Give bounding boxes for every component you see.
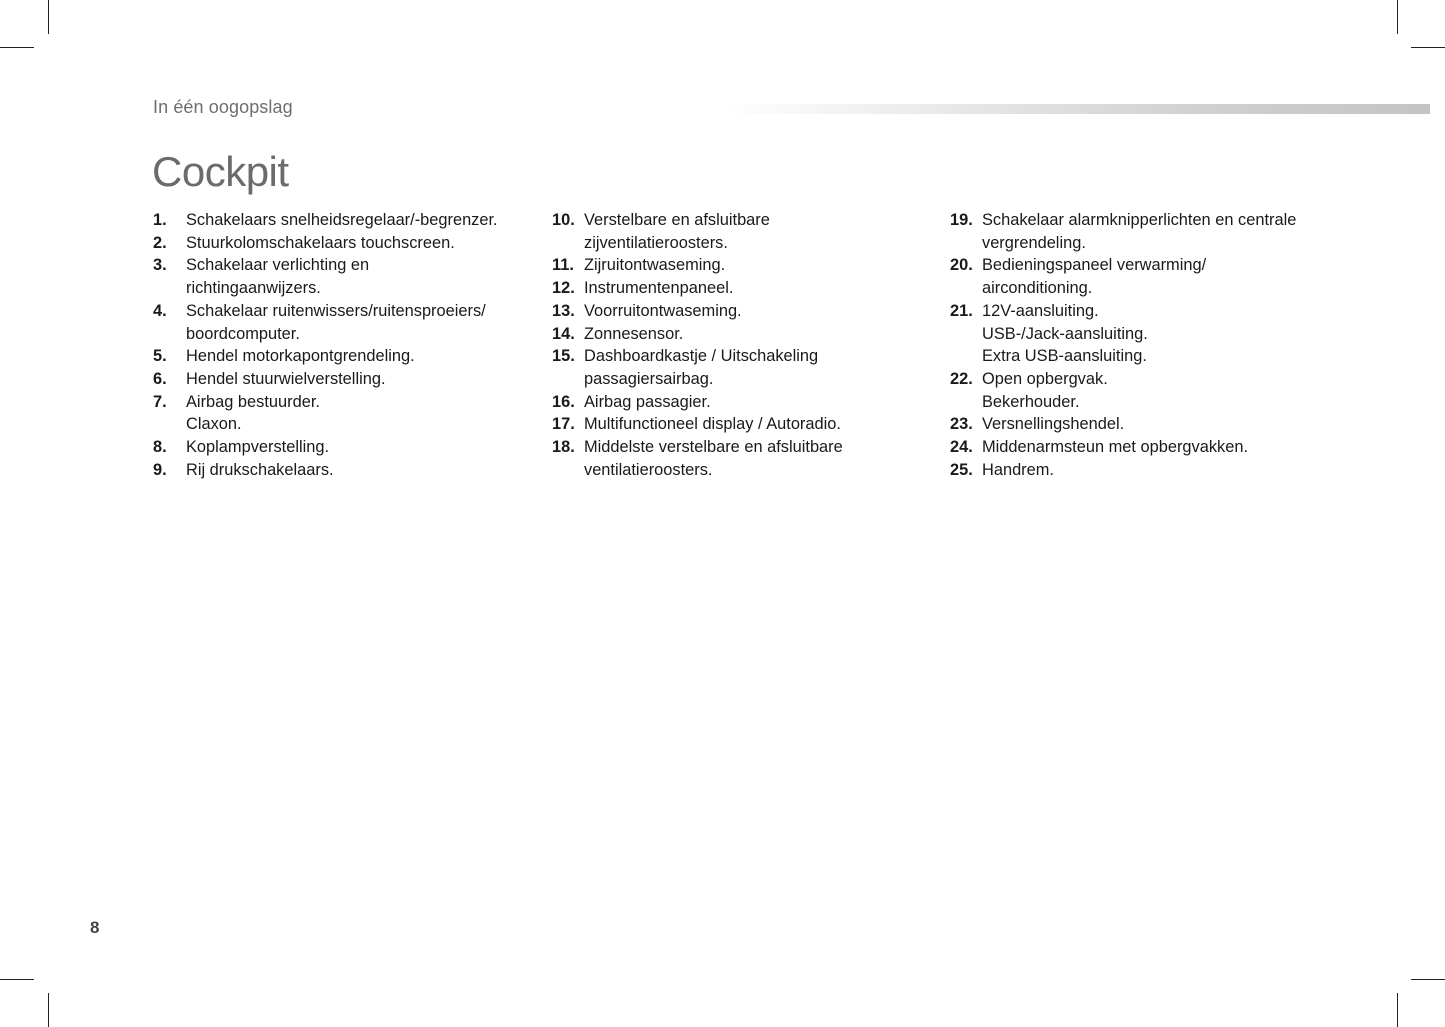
- legend-item-line: Handrem.: [982, 460, 1054, 479]
- crop-mark-top-right-h: [1411, 47, 1445, 48]
- legend-item: [552, 277, 932, 300]
- legend-item-number: 21.: [950, 301, 973, 320]
- legend-item: [552, 391, 932, 414]
- legend-item: [950, 459, 1350, 482]
- legend-item-number: 25.: [950, 460, 973, 479]
- legend-item-line: Bekerhouder.: [982, 392, 1080, 411]
- legend-item-line: passagiersairbag.: [584, 369, 714, 388]
- legend-item-line: Middelste verstelbare en afsluitbare: [584, 438, 843, 457]
- crop-mark-bottom-right-v: [1397, 993, 1398, 1027]
- legend-item-text: [584, 413, 932, 436]
- legend-item: [552, 413, 932, 436]
- legend-item-text: [186, 300, 533, 345]
- legend-item-number: 24.: [950, 438, 973, 457]
- legend-item: [153, 436, 533, 459]
- crop-mark-bottom-left-v: [48, 993, 49, 1027]
- legend-item-number: 5.: [153, 347, 167, 366]
- legend-item-line: Middenarmsteun met opbergvakken.: [982, 438, 1249, 457]
- legend-item-number: 10.: [552, 211, 575, 229]
- legend-item: [153, 209, 533, 232]
- legend-item-text: [186, 232, 533, 255]
- legend-item-line: USB-/Jack-aansluiting.: [982, 324, 1148, 343]
- legend-item-number: 22.: [950, 369, 973, 388]
- legend-item-number: 1.: [153, 211, 167, 229]
- legend-item-line: Rij drukschakelaars.: [186, 460, 334, 479]
- legend-column-3: [950, 209, 1350, 481]
- legend-item: [552, 254, 932, 277]
- legend-item-line: Instrumentenpaneel.: [584, 279, 734, 298]
- legend-item-text: [584, 300, 932, 323]
- legend-item-number: 8.: [153, 438, 167, 457]
- legend-item-line: Dashboardkastje / Uitschakeling: [584, 347, 819, 366]
- legend-item: [153, 232, 533, 255]
- legend-item-line: airconditioning.: [982, 279, 1093, 298]
- legend-item: [950, 209, 1350, 254]
- legend-item-line: Voorruitontwaseming.: [584, 301, 742, 320]
- legend-item-number: 3.: [153, 256, 167, 275]
- legend-item-text: [186, 459, 533, 482]
- legend-item: [552, 300, 932, 323]
- legend-item-number: 11.: [552, 256, 574, 275]
- legend-item-text: [186, 368, 533, 391]
- legend-item-line: Zonnesensor.: [584, 324, 684, 343]
- legend-item-text: [584, 209, 932, 254]
- legend-item-line: Hendel stuurwielverstelling.: [186, 369, 386, 388]
- legend-item-line: zijventilatieroosters.: [584, 233, 728, 252]
- legend-item: [950, 436, 1350, 459]
- legend-item-number: 23.: [950, 415, 973, 434]
- legend-item: [153, 459, 533, 482]
- legend-item: [153, 254, 533, 299]
- legend-item-line: boordcomputer.: [186, 324, 300, 343]
- legend-item-number: 7.: [153, 392, 167, 411]
- legend-item-number: 6.: [153, 369, 167, 388]
- legend-item-number: 15.: [552, 347, 575, 366]
- crop-mark-top-right-v: [1397, 0, 1398, 34]
- legend-item-line: vergrendeling.: [982, 233, 1086, 252]
- legend-item-number: 20.: [950, 256, 973, 275]
- legend-item-text: [584, 254, 932, 277]
- page-title: Cockpit: [152, 148, 289, 195]
- legend-item-text: [982, 300, 1350, 368]
- header-gradient-bar: [722, 104, 1430, 114]
- legend-item-text: [982, 459, 1350, 482]
- legend-item-line: Stuurkolomschakelaars touchscreen.: [186, 233, 455, 252]
- legend-item-line: Bedieningspaneel verwarming/: [982, 256, 1207, 275]
- legend-item-line: Schakelaar ruitenwissers/ruitensproeiers/: [186, 301, 486, 320]
- legend-item-text: [982, 436, 1350, 459]
- legend-item-line: ventilatieroosters.: [584, 460, 713, 479]
- legend-item-number: 13.: [552, 301, 575, 320]
- crop-mark-top-left-v: [48, 0, 49, 34]
- legend-item: [153, 368, 533, 391]
- legend-item: [552, 436, 932, 481]
- legend-item-line: Multifunctioneel display / Autoradio.: [584, 415, 841, 434]
- legend-item-text: [982, 368, 1350, 413]
- legend-item-text: [186, 209, 533, 232]
- legend-item: [552, 323, 932, 346]
- legend-item-line: Versnellingshendel.: [982, 415, 1125, 434]
- crop-mark-bottom-left-h: [0, 979, 34, 980]
- legend-item-line: Schakelaar verlichting en: [186, 256, 370, 275]
- legend-item-text: [186, 436, 533, 459]
- legend-item: [950, 368, 1350, 413]
- legend-item-number: 4.: [153, 301, 167, 320]
- legend-item: [153, 391, 533, 436]
- legend-item-text: [584, 391, 932, 414]
- legend-item-line: Schakelaar alarmknipperlichten en centrale: [982, 211, 1297, 229]
- legend-item-line: Zijruitontwaseming.: [584, 256, 726, 275]
- legend-item-number: 12.: [552, 279, 575, 298]
- legend-column-1: [153, 209, 533, 481]
- legend-item-line: Koplampverstelling.: [186, 438, 330, 457]
- legend-item: [950, 413, 1350, 436]
- legend-item-line: 12V-aansluiting.: [982, 301, 1099, 320]
- legend-column-2: [552, 209, 932, 481]
- legend-item-text: [982, 209, 1350, 254]
- legend-item: [153, 300, 533, 345]
- legend-item: [552, 209, 932, 254]
- legend-item-number: 19.: [950, 211, 973, 229]
- legend-item-line: Claxon.: [186, 415, 242, 434]
- legend-item-line: Verstelbare en afsluitbare: [584, 211, 770, 229]
- legend-item-line: Extra USB-aansluiting.: [982, 347, 1147, 366]
- legend-item-text: [982, 254, 1350, 299]
- legend-item: [153, 345, 533, 368]
- legend-item-line: Hendel motorkapontgrendeling.: [186, 347, 415, 366]
- legend-item-number: 18.: [552, 438, 575, 457]
- legend-item: [552, 345, 932, 390]
- legend-item-text: [584, 345, 932, 390]
- crop-mark-bottom-right-h: [1411, 979, 1445, 980]
- legend-item: [950, 254, 1350, 299]
- legend-item-number: 2.: [153, 233, 167, 252]
- legend-item-number: 9.: [153, 460, 167, 479]
- legend-item-line: richtingaanwijzers.: [186, 279, 321, 298]
- legend-item-text: [186, 345, 533, 368]
- legend-item-line: Airbag bestuurder.: [186, 392, 320, 411]
- legend-item-text: [186, 254, 533, 299]
- section-label: In één oogopslag: [153, 97, 293, 117]
- legend-item-number: 16.: [552, 392, 575, 411]
- legend-item-text: [584, 323, 932, 346]
- legend-item-line: Airbag passagier.: [584, 392, 711, 411]
- legend-item-text: [584, 436, 932, 481]
- legend-item-text: [584, 277, 932, 300]
- legend-item-number: 14.: [552, 324, 575, 343]
- legend-item-line: Open opbergvak.: [982, 369, 1108, 388]
- legend-item-line: Schakelaars snelheidsregelaar/-begrenzer.: [186, 211, 498, 229]
- legend-item-text: [982, 413, 1350, 436]
- legend-item-number: 17.: [552, 415, 575, 434]
- legend-item: [950, 300, 1350, 368]
- legend-item-text: [186, 391, 533, 436]
- crop-mark-top-left-h: [0, 47, 34, 48]
- page-number: 8: [90, 918, 100, 937]
